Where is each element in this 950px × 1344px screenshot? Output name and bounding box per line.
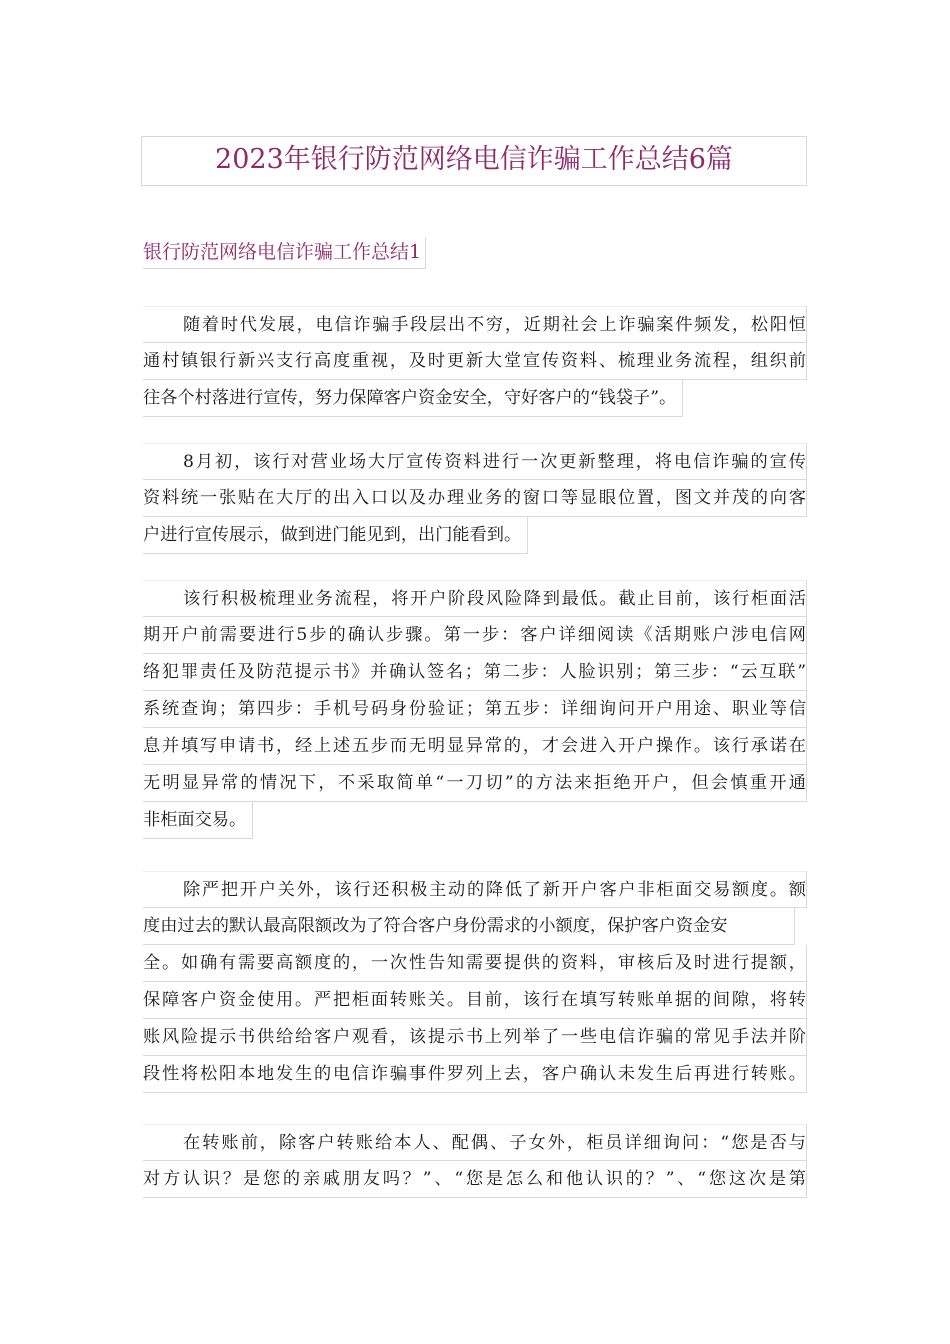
paragraph-line: 对方认识？是您的亲戚朋友吗？”、“您是怎么和他认识的？”、“您这次是第 — [143, 1161, 807, 1198]
paragraph-line: 络犯罪责任及防范提示书》并确认签名；第二步：人脸识别；第三步：“云互联” — [143, 654, 807, 691]
paragraph-line: 资料统一张贴在大厅的出入口以及办理业务的窗口等显眼位置，图文并茂的向客 — [143, 480, 807, 517]
paragraph-line: 在转账前，除客户转账给本人、配偶、子女外，柜员详细询问：“您是否与 — [143, 1124, 807, 1161]
paragraph-line: 往各个村落进行宣传，努力保障客户资金安全，守好客户的“钱袋子”。 — [143, 380, 683, 417]
paragraph-line: 通村镇银行新兴支行高度重视，及时更新大堂宣传资料、梳理业务流程，组织前 — [143, 343, 807, 380]
paragraph-line: 全。如确有需要高额度的，一次性告知需要提供的资料，审核后及时进行提额， — [143, 945, 807, 982]
paragraph-4 — [143, 871, 807, 1093]
paragraph-line: 无明显异常的情况下，不采取简单“一刀切”的方法来拒绝开户，但会慎重开通 — [143, 765, 807, 802]
paragraph-line: 度由过去的默认最高限额改为了符合客户身份需求的小额度，保护客户资金安 — [143, 908, 795, 945]
paragraph-3 — [143, 580, 807, 843]
paragraph-5 — [143, 1124, 807, 1198]
document-title: 2023年银行防范网络电信诈骗工作总结6篇 — [141, 136, 807, 186]
paragraph-line: 段性将松阳本地发生的电信诈骗事件罗列上去，客户确认未发生后再进行转账。 — [143, 1056, 807, 1093]
section-heading: 银行防范网络电信诈骗工作总结1 — [143, 237, 426, 269]
paragraph-line: 系统查询；第四步：手机号码身份验证；第五步：详细询问开户用途、职业等信 — [143, 691, 807, 728]
paragraph-line: 该行积极梳理业务流程，将开户阶段风险降到最低。截止目前，该行柜面活 — [143, 580, 807, 617]
paragraph-2 — [143, 443, 807, 558]
paragraph-1 — [143, 306, 807, 421]
paragraph-line: 期开户前需要进行5步的确认步骤。第一步：客户详细阅读《活期账户涉电信网 — [143, 617, 807, 654]
paragraph-line: 息并填写申请书，经上述五步而无明显异常的，才会进入开户操作。该行承诺在 — [143, 728, 807, 765]
paragraph-line: 随着时代发展，电信诈骗手段层出不穷，近期社会上诈骗案件频发，松阳恒 — [143, 306, 807, 343]
paragraph-line: 除严把开户关外，该行还积极主动的降低了新开户客户非柜面交易额度。额 — [143, 871, 807, 908]
paragraph-line: 户进行宣传展示，做到进门能见到，出门能看到。 — [143, 517, 528, 554]
paragraph-line: 保障客户资金使用。严把柜面转账关。目前，该行在填写转账单据的间隙，将转 — [143, 982, 807, 1019]
paragraph-line: 8月初，该行对营业场大厅宣传资料进行一次更新整理，将电信诈骗的宣传 — [143, 443, 807, 480]
paragraph-line: 非柜面交易。 — [143, 802, 253, 839]
paragraph-line: 账风险提示书供给给客户观看，该提示书上列举了一些电信诈骗的常见手法并阶 — [143, 1019, 807, 1056]
